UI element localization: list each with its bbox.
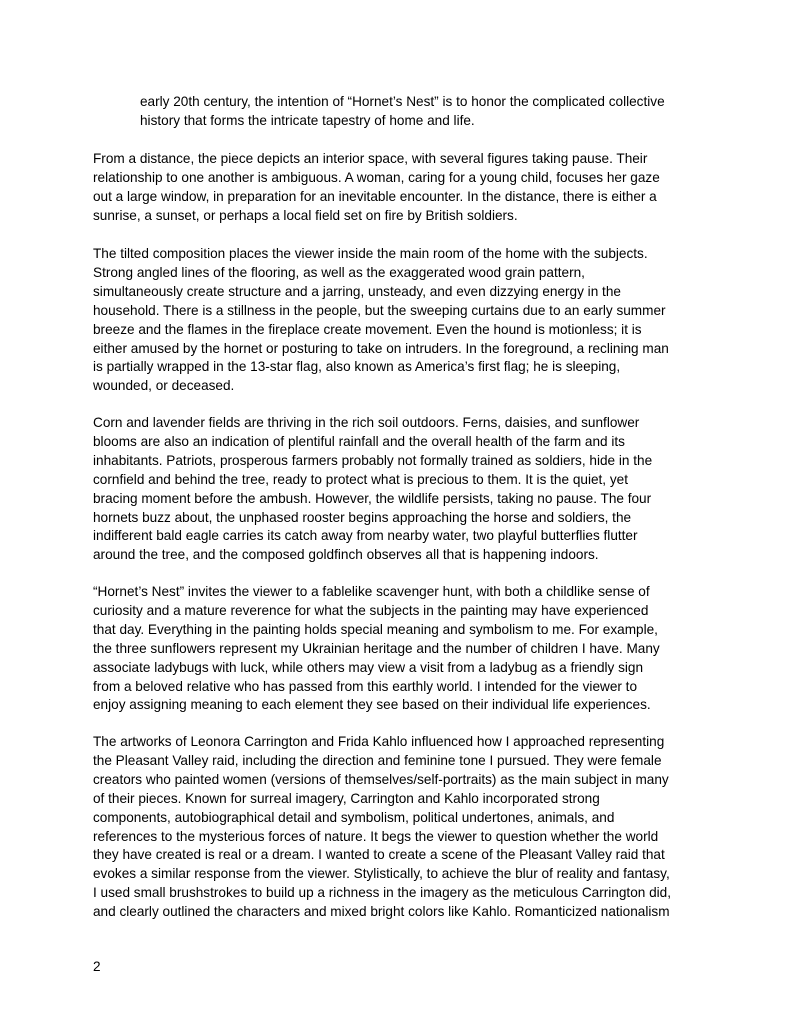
text-line: inhabitants. Patriots, prosperous farmers probably not formally trained as soldiers, hide in the [93, 452, 653, 468]
text-line: the three sunflowers represent my Ukrainian heritage and the number of children I have. Many [93, 640, 660, 656]
text-line: Corn and lavender fields are thriving in the rich soil outdoors. Ferns, daisies, and sunflower [93, 415, 640, 430]
paragraph-influences [93, 733, 698, 922]
text-line: early 20th century, the intention of “Hornet’s Nest” is to honor the complicated collective [140, 94, 665, 109]
text-line: history that forms the intricate tapestry of home and life. [140, 112, 475, 128]
text-line: enjoy assigning meaning to each element they see based on their individual life experiences. [93, 697, 651, 713]
text-line: evokes a similar response from the viewer. Stylistically, to achieve the blur of reality and fantasy, [93, 866, 670, 882]
text-line: components, autobiographical detail and symbolism, political undertones, animals, and [93, 809, 615, 825]
text-line: they have created is real or a dream. I wanted to create a scene of the Pleasant Valley raid that [93, 847, 665, 863]
text-line: bracing moment before the ambush. However, the wildlife persists, taking no pause. The four [93, 490, 652, 506]
text-line: Strong angled lines of the flooring, as well as the exaggerated wood grain pattern, [93, 264, 585, 280]
paragraph-composition [93, 245, 698, 396]
text-line: curiosity and a mature reverence for what the subjects in the painting may have experienced [93, 602, 649, 618]
text-line: From a distance, the piece depicts an interior space, with several figures taking pause. Their [93, 151, 648, 166]
text-line: hornets buzz about, the unphased rooster begins approaching the horse and soldiers, the [93, 509, 632, 525]
text-line: is partially wrapped in the 13-star flag, also known as America’s first flag; he is sleeping, [93, 359, 621, 375]
text-line: that day. Everything in the painting holds special meaning and symbolism to me. For example, [93, 621, 658, 637]
paragraph-wildlife [93, 414, 698, 565]
text-line: of their pieces. Known for surreal imagery, Carrington and Kahlo incorporated strong [93, 790, 600, 806]
text-line: the Pleasant Valley raid, including the direction and feminine tone I pursued. They were female [93, 752, 662, 768]
text-line: “Hornet’s Nest” invites the viewer to a fablelike scavenger hunt, with both a childlike sense of [93, 584, 650, 599]
text-line: breeze and the flames in the fireplace create movement. Even the hound is motionless; it is [93, 321, 642, 337]
text-line: either amused by the hornet or posturing to take on intruders. In the foreground, a reclining man [93, 340, 669, 356]
continuation-quote [140, 93, 700, 131]
text-line: The tilted composition places the viewer inside the main room of the home with the subjects. [93, 246, 648, 261]
text-line: references to the mysterious forces of nature. It begs the viewer to question whether the world [93, 828, 659, 844]
text-line: simultaneously create structure and a jarring, unsteady, and even dizzying energy in the [93, 283, 621, 299]
text-line: out a large window, in preparation for an inevitable encounter. In the distance, there is either a [93, 188, 657, 204]
text-line: relationship to one another is ambiguous. A woman, caring for a young child, focuses her gaze [93, 169, 660, 185]
text-line: blooms are also an indication of plentiful rainfall and the overall health of the farm and its [93, 433, 625, 449]
text-line: sunrise, a sunset, or perhaps a local field set on fire by British soldiers. [93, 207, 518, 223]
text-line: around the tree, and the composed goldfinch observes all that is happening indoors. [93, 547, 599, 563]
text-line: from a beloved relative who has passed from this earthly world. I intended for the viewer to [93, 678, 638, 694]
text-line: and clearly outlined the characters and mixed bright colors like Kahlo. Romanticized nationalism [93, 904, 670, 920]
page-number: 2 [93, 959, 101, 974]
paragraph-scavenger-hunt [93, 583, 698, 715]
text-line: household. There is a stillness in the people, but the sweeping curtains due to an early summer [93, 302, 666, 318]
text-line: indifferent bald eagle carries its catch away from nearby water, two playful butterflies flutter [93, 528, 638, 544]
text-line: cornfield and behind the tree, ready to protect what is precious to them. It is the quiet, yet [93, 471, 628, 487]
text-line: wounded, or deceased. [93, 378, 235, 394]
text-line: The artworks of Leonora Carrington and Frida Kahlo influenced how I approached representing [93, 734, 665, 749]
text-line: associate ladybugs with luck, while others may view a visit from a ladybug as a friendly sign [93, 659, 644, 675]
text-line: creators who painted women (versions of themselves/self-portraits) as the main subject in many [93, 771, 669, 787]
paragraph-distance [93, 150, 698, 226]
text-line: I used small brushstrokes to build up a richness in the imagery as the meticulous Carrington did, [93, 885, 672, 901]
